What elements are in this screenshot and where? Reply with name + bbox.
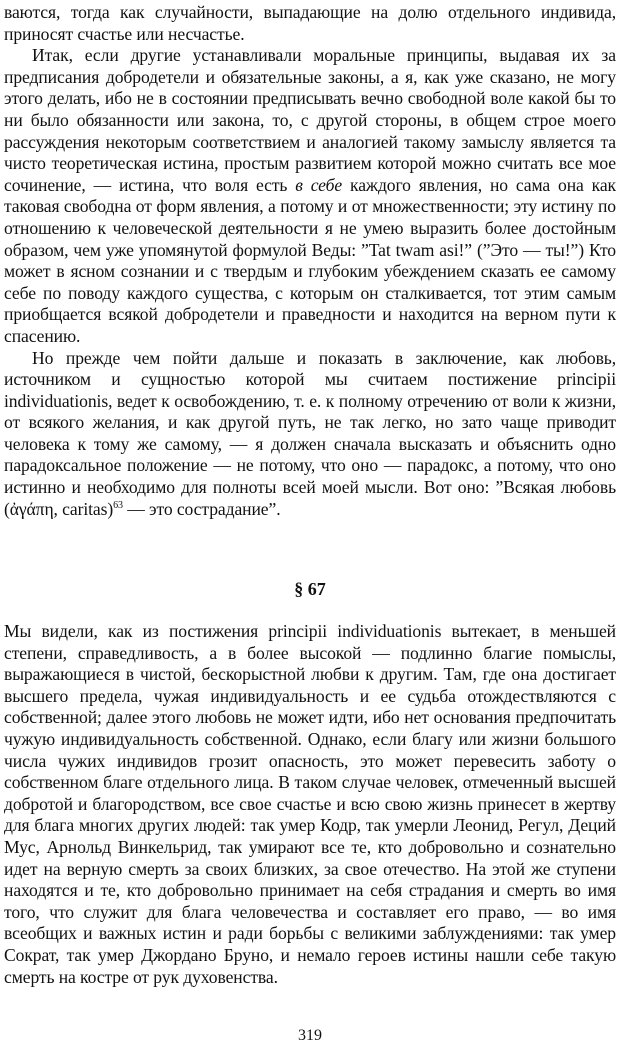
section-heading: § 67 (294, 579, 326, 599)
paragraph-continuation: ваются, тогда как случайности, выпадающие на долю отдельного индивида, приносят счастье или несчастье. (4, 2, 616, 44)
paragraph-text: Но прежде чем пойти дальше и показать в заключение, как любовь, источником и сущностью которой мы считаем постижение principii individuationis, ведет к освобождению, т. е. к полному отречению от воли к жизни, от всякого желания, и как другой путь, не так легко, но зато чаще приводит человека к тому же самому, — я должен сначала высказать и объяснить одно парадоксальное положение — не потому, что оно — парадокс, а потому, что оно истинно и необходимо для полноты всей моей мысли. Вот оно: ”Всякая любовь (ἀγάπη, caritas) (4, 347, 616, 519)
text-block-upper (4, 2, 616, 520)
paragraph-text: — это сострадание”. (122, 498, 281, 519)
paragraph-text: каждого явления, но сама она как таковая свободна от форм явления, а потому и от множественности; эту истину по отношению к человеческой деятельности я не умею выразить более достойным образом, чем уже упомянутой формулой Веды: ”Tat twam asi!” (”Это — ты!”) Кто может в ясном сознании и с твердым и глубоким убеждением сказать ее самому себе по поводу каждого существа, с которым он сталкивается, тот этим самым приобщается всякой добродетели и праведности и находится на верном пути к спасению. (4, 174, 617, 346)
paragraph-section-67: Мы видели, как из постижения principii individuationis вытекает, в меньшей степени, справедливость, а в более высокой — подлинно благие помыслы, выражающиеся в чистой, бескорыстной любви к другим. Там, где она достигает высшего предела, чужая индивидуальность и ее судьба отождествляются с собственной; далее этого любовь не может идти, ибо нет основания предпочитать чужую индивидуальность собственной. Однако, если благу или жизни большого числа чужих индивидов грозит опасность, это может перевесить заботу о собственном благе отдельного лица. В таком случае человек, отмеченный высшей добротой и благородством, все свое счастье и всю свою жизнь принесет в жертву для блага многих других людей: так умер Кодр, так умерли Леонид, Регул, Деций Мус, Арнольд Винкельрид, так умирают все те, кто добровольно и сознательно идет на верную смерть за своих близких, за свое отечество. На этой же ступени находятся и те, кто добровольно принимает на себя страдания и смерть во имя того, что служит для блага человечества и составляет его право, — во имя всеобщих и важных истин и ради борьбы с великими заблуждениями: так умер Сократ, так умер Джордано Бруно, и немало героев истины нашли себе такую смерть на костре от рук духовенства. (4, 621, 616, 987)
emphasis-text: в себе (295, 174, 343, 195)
paragraph-text: Итак, если другие устанавливали моральные принципы, выдавая их за предписания добродетели и обязательные законы, а я, как уже сказано, не могу этого делать, ибо не в состоянии предписывать вечно свободной воле какой бы то ни было обязанности или закона, то, с другой стороны, в общем строе моего рассуждения некоторым соответствием и аналогией такому замыслу является та чисто теоретическая истина, простым развитием которой можно считать все мое сочинение, — истина, что воля есть (4, 45, 616, 195)
text-block-lower (4, 621, 616, 988)
footnote-marker[interactable]: 63 (113, 499, 123, 511)
page-number: 319 (298, 1027, 322, 1044)
paragraph-moral-principles (4, 45, 616, 347)
paragraph-paradox (4, 348, 616, 521)
